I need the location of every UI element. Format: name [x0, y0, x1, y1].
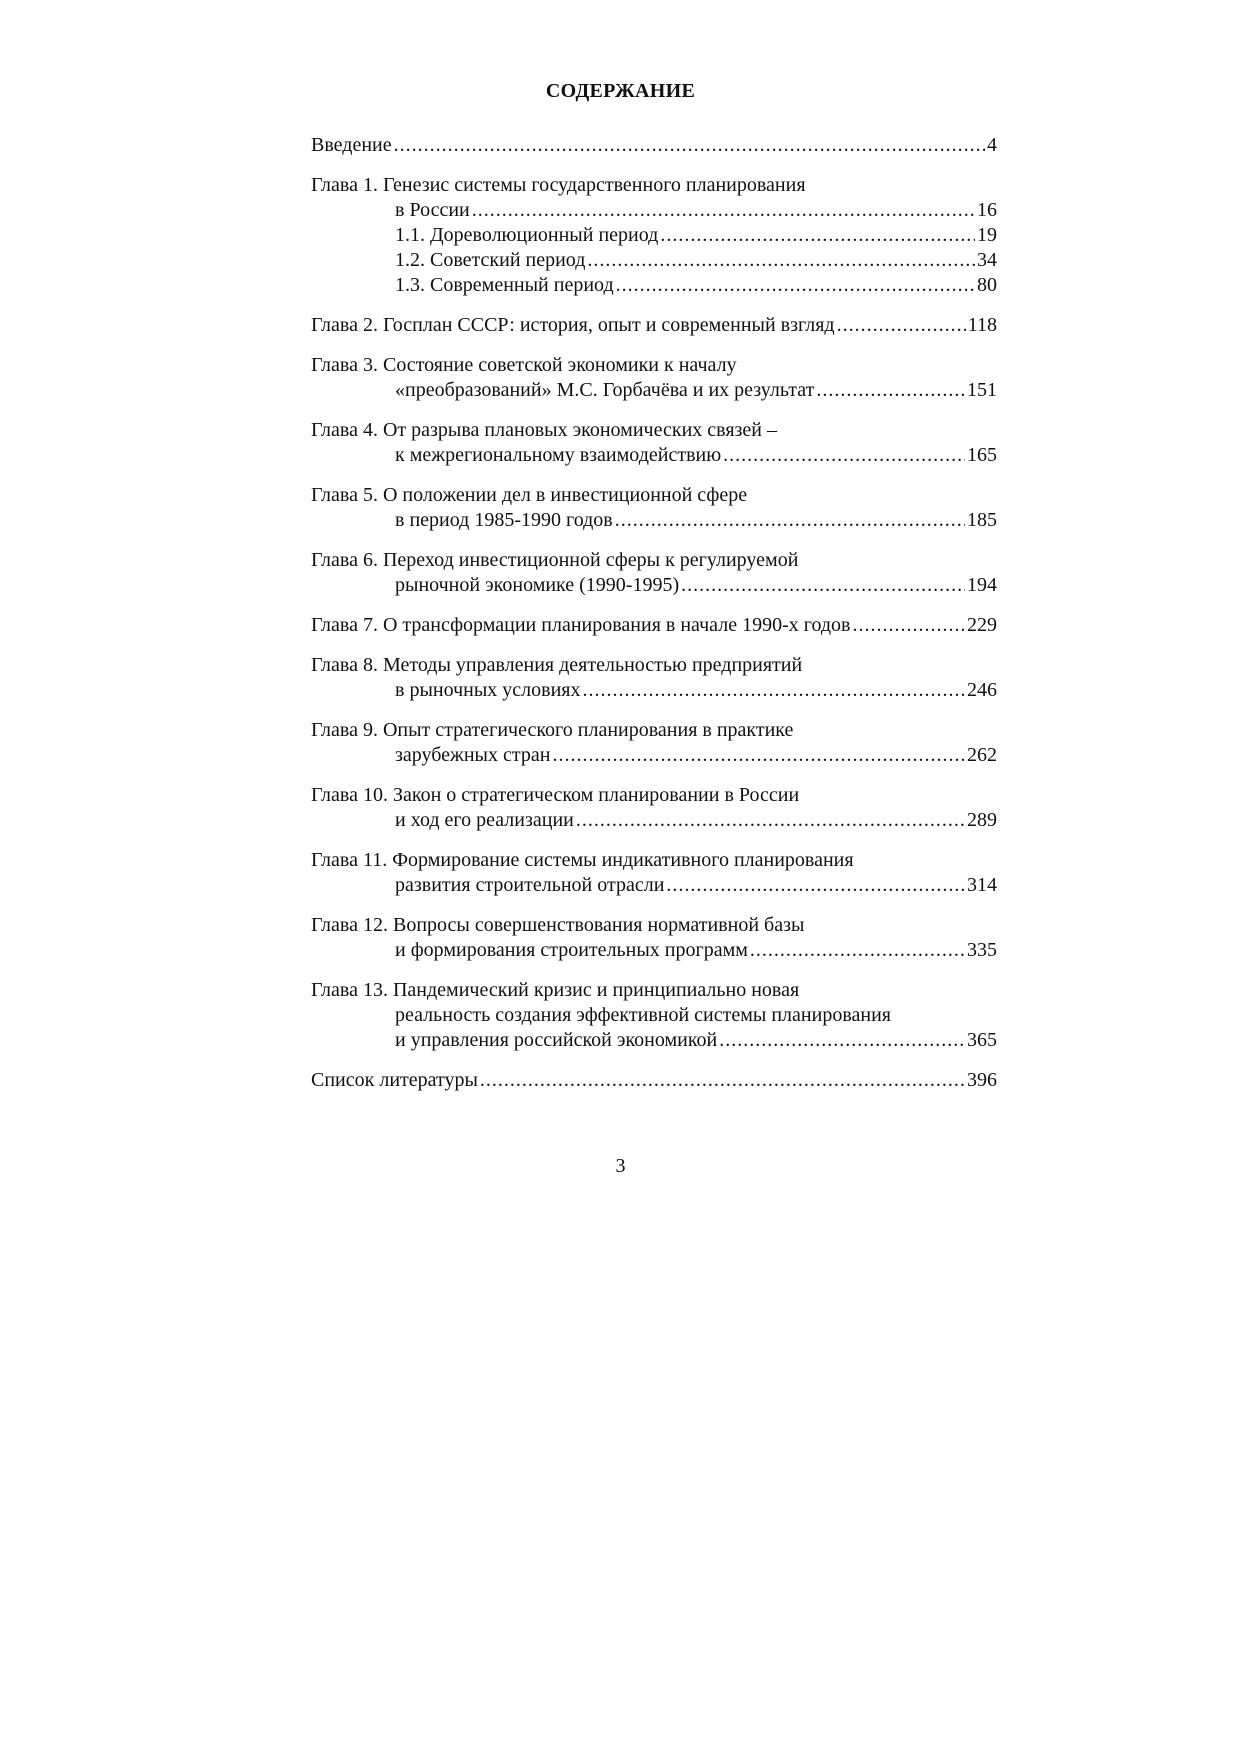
toc-entry-chapter-11[interactable] — [311, 848, 997, 898]
toc-page-number: 314 — [967, 874, 997, 896]
toc-page-number: 194 — [967, 574, 997, 596]
toc-entry-bibliography[interactable] — [311, 1068, 997, 1093]
toc-entry-title: Глава 1. Генезис системы государственного планирования — [311, 174, 806, 196]
toc-entry-title-cont: и управления российской экономикой — [395, 1029, 718, 1051]
dot-leader — [816, 378, 965, 403]
dot-leader — [666, 873, 965, 898]
toc-entry-title-cont: рыночной экономике (1990-1995) — [395, 574, 680, 596]
dot-leader — [837, 313, 966, 338]
toc-entry-title: Введение — [311, 134, 392, 156]
toc-page-number: 118 — [967, 314, 997, 336]
toc-entry-chapter-6[interactable] — [311, 548, 997, 598]
toc-entry-title: Глава 7. О трансформации планирования в начале 1990-х годов — [311, 614, 851, 636]
toc-subentry-1-3[interactable] — [311, 273, 997, 298]
toc-entry-title-cont: в России — [395, 199, 470, 221]
toc-entry-chapter-8[interactable] — [311, 653, 997, 703]
toc-page-number: 19 — [977, 224, 997, 246]
toc-entry-title-cont: и ход его реализации — [395, 809, 574, 831]
dot-leader — [750, 938, 965, 963]
table-of-contents — [311, 133, 997, 1108]
toc-subentry-title: 1.3. Современный период — [395, 274, 614, 296]
toc-entry-title: Глава 9. Опыт стратегического планирования в практике — [311, 719, 794, 741]
toc-entry-title: Глава 8. Методы управления деятельностью предприятий — [311, 654, 803, 676]
toc-page-number: 396 — [967, 1069, 997, 1091]
dot-leader — [480, 1068, 965, 1093]
toc-page-number: 335 — [967, 939, 997, 961]
toc-entry-title-cont: и формирования строительных программ — [395, 939, 748, 961]
toc-page-number: 80 — [977, 274, 997, 296]
toc-entry-title: Глава 2. Госплан СССР: история, опыт и современный взгляд — [311, 314, 835, 336]
dot-leader — [616, 273, 975, 298]
dot-leader — [394, 133, 985, 158]
toc-entry-title-cont: реальность создания эффективной системы планирования — [395, 1004, 891, 1026]
toc-entry-title: Глава 5. О положении дел в инвестиционной сфере — [311, 484, 748, 506]
toc-page-number: 4 — [987, 134, 997, 156]
toc-entry-title: Глава 13. Пандемический кризис и принципиально новая — [311, 979, 800, 1001]
toc-entry-title: Глава 4. От разрыва плановых экономических связей – — [311, 419, 778, 441]
toc-entry-chapter-9[interactable] — [311, 718, 997, 768]
toc-entry-title: Глава 3. Состояние советской экономики к началу — [311, 354, 737, 376]
toc-page-number: 16 — [977, 199, 997, 221]
dot-leader — [587, 248, 975, 273]
toc-subentry-title: 1.1. Дореволюционный период — [395, 224, 659, 246]
toc-entry-chapter-3[interactable] — [311, 353, 997, 403]
dot-leader — [719, 1028, 965, 1053]
toc-entry-title: Глава 11. Формирование системы индикативного планирования — [311, 849, 854, 871]
dot-leader — [576, 808, 965, 833]
page-title: СОДЕРЖАНИЕ — [545, 80, 696, 102]
toc-entry-title-cont: в период 1985-1990 годов — [395, 509, 613, 531]
toc-page-number: 229 — [967, 614, 997, 636]
toc-entry-title: Список литературы — [311, 1069, 478, 1091]
toc-page-number: 34 — [977, 249, 997, 271]
dot-leader — [723, 443, 965, 468]
toc-subentry-title: 1.2. Советский период — [395, 249, 586, 271]
toc-entry-chapter-10[interactable] — [311, 783, 997, 833]
dot-leader — [660, 223, 975, 248]
toc-entry-introduction[interactable] — [311, 133, 997, 158]
toc-page-number: 246 — [967, 679, 997, 701]
toc-entry-title-cont: зарубежных стран — [395, 744, 551, 766]
dot-leader — [681, 573, 965, 598]
toc-entry-chapter-5[interactable] — [311, 483, 997, 533]
dot-leader — [472, 198, 975, 223]
toc-page-number: 262 — [967, 744, 997, 766]
toc-entry-title-cont: развития строительной отрасли — [395, 874, 665, 896]
toc-entry-chapter-13[interactable] — [311, 978, 997, 1053]
toc-entry-chapter-2[interactable] — [311, 313, 997, 338]
toc-subentry-1-1[interactable] — [311, 223, 997, 248]
toc-entry-title-cont: к межрегиональному взаимодействию — [395, 444, 722, 466]
toc-entry-title-cont: в рыночных условиях — [395, 679, 581, 701]
toc-entry-chapter-1[interactable] — [311, 173, 997, 298]
dot-leader — [615, 508, 965, 533]
toc-entry-title-cont: «преобразований» М.С. Горбачёва и их результат — [395, 379, 815, 401]
dot-leader — [552, 743, 965, 768]
toc-subentry-1-2[interactable] — [311, 248, 997, 273]
toc-entry-title: Глава 6. Переход инвестиционной сферы к регулируемой — [311, 549, 799, 571]
toc-entry-title: Глава 12. Вопросы совершенствования нормативной базы — [311, 914, 805, 936]
toc-page-number: 165 — [967, 444, 997, 466]
dot-leader — [853, 613, 966, 638]
toc-entry-title: Глава 10. Закон о стратегическом планировании в России — [311, 784, 800, 806]
toc-page-number: 185 — [967, 509, 997, 531]
page-number: 3 — [615, 1155, 626, 1177]
toc-page-number: 151 — [967, 379, 997, 401]
toc-page-number: 289 — [967, 809, 997, 831]
dot-leader — [582, 678, 965, 703]
toc-entry-chapter-7[interactable] — [311, 613, 997, 638]
toc-page-number: 365 — [967, 1029, 997, 1051]
toc-entry-chapter-12[interactable] — [311, 913, 997, 963]
toc-entry-chapter-4[interactable] — [311, 418, 997, 468]
